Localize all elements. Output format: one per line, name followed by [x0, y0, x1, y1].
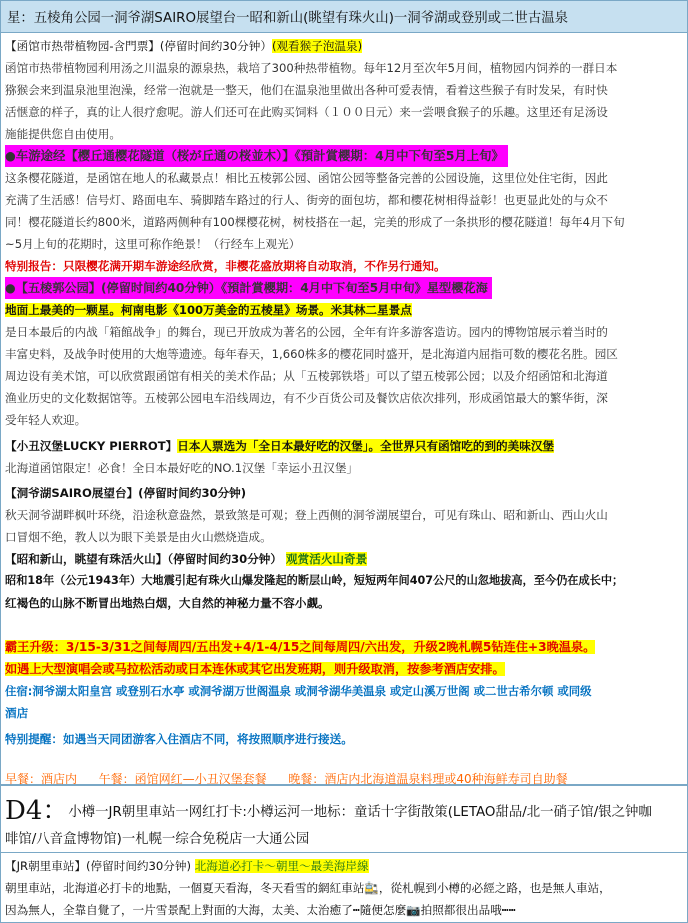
day4-route-line1: 小樽一JR朝里車站一网红打卡:小樽运河一地标：童话十字街散策(LETAO甜品/北一硝子馆/银之钟咖 — [68, 805, 652, 820]
upgrade-note: 霸王升级：3/15-3/31之间每周四/五出发+4/1-4/15之间每周四/六出发，升级2晚札幌5钻连住+3晚温泉。 — [5, 640, 596, 654]
paragraph-line: 红褐色的山脉不断冒出地热白烟，大自然的神秘力量不容小觑。 — [5, 596, 330, 610]
hotel-info: 住宿:洞爷湖太阳皇宫 或登别石水亭 或洞爷湖万世阁温泉 或洞爷湖华美温泉 或定山溪万世阁 或二世古希尔顿 或同级 — [5, 684, 592, 698]
section-title-botanical-garden: 【函馆市热带植物园-含門票】(停留时间约30分钟）(观看猴子泡温泉) — [5, 39, 363, 53]
paragraph-line: 北海道函馆限定！必食！全日本最好吃的NO.1汉堡「幸运小丑汉堡」 — [5, 461, 359, 475]
paragraph-line: ~5月上旬的花期时，这里可称作绝景！（行经车上观光） — [5, 237, 301, 251]
paragraph-line: 受年轻人欢迎。 — [5, 413, 87, 427]
special-notice: 特别报告：只限樱花满开期车游途经欣赏，非樱花盛放期将自动取消，不作另行通知。 — [5, 259, 446, 273]
paragraph-line: 这条樱花隧道，是函馆在地人的私藏景点！相比五棱郭公园、函馆公园等整备完善的公园设施，这里位处住宅街，因此 — [5, 171, 608, 185]
day4-header — [0, 785, 688, 853]
paragraph-line: 函馆市热带植物园利用汤之川温泉的源泉热，栽培了300种热带植物。每年12月至次年5月间，植物园内饲养的一群日本 — [5, 61, 618, 75]
upgrade-condition: 如遇上大型演唱会或马拉松活动或日本连休或其它出发班期，则升级取消，按参考酒店安排。 — [5, 662, 505, 676]
paragraph-line: 施能提供您自由使用。 — [5, 127, 121, 141]
lunch: 午餐：函馆网红—小丑汉堡套餐 — [98, 772, 267, 786]
section-title-cherry-tunnel: ●车游途经【樱丘通樱花隧道（桜が丘通の桜並木）】《預計賞櫻期：4月中下旬至5月上旬》 — [5, 145, 683, 167]
section-title-asari-station: 【JR朝里車站】(停留时间约30分钟) 北海道必打卡～朝里～最美海岸線 — [5, 859, 369, 873]
section-tag: 观赏活火山奇景 — [286, 552, 368, 566]
section-title-sairo-observatory: 【洞爷湖SAIRO展望台】(停留时间约30分钟) — [5, 486, 247, 500]
paragraph-line: 昭和18年（公元1943年）大地震引起有珠火山爆发隆起的断层山岭，短短两年间407公尺的山忽地拔高，至今仍在成长中； — [5, 574, 624, 587]
paragraph-line: 丰富史料，及战争时使用的大炮等遗迹。每年春天，1,660株多的樱花同时盛开，是北海道内屈指可数的樱花名胜。园区 — [5, 347, 618, 361]
day-route-title: 星：五棱角公园一洞爷湖SAIRO展望台一昭和新山(眺望有珠火山)一洞爷湖或登别或二世古温泉 — [7, 11, 568, 26]
paragraph-line: 是日本最后的内战「箱館战争」的舞台，现已开放成为著名的公园，全年有许多游客造访。园内的博物馆展示着当时的 — [5, 325, 608, 339]
paragraph-line: 秋天洞爷湖畔枫叶环绕，沿途秋意盎然，景致煞是可观；登上西侧的洞爷湖展望台，可见有珠山、昭和新山、西山火山 — [5, 508, 608, 522]
day-content — [0, 33, 688, 785]
section-title-lucky-pierrot: 【小丑汉堡LUCKY PIERROT】日本人票选为「全日本最好吃的汉堡」。全世界只有函馆吃的到的美味汉堡 — [5, 439, 555, 453]
section-title-goryokaku: ●【五棱郭公园】(停留时间约40分钟）《預計賞櫻期：4月中下旬至5月中旬》星型櫻花海 — [5, 277, 683, 299]
section-subtitle-highlight: 地面上最美的一颗星。柯南电影《100万美金的五棱星》场景。米其林二星景点 — [5, 303, 412, 317]
dinner: 晚餐：酒店内北海道温泉料理或40种海鲜寿司自助餐 — [288, 772, 568, 786]
paragraph-line: 同！樱花隧道长约800米，道路两侧种有100棵樱花树，树枝搭在一起，完美的形成了一条拱形的樱花隧道！每年4月下旬 — [5, 215, 625, 229]
day4-route-line2: 啡馆/八音盒博物馆)一札幌一综合免税店一大通公园 — [5, 832, 310, 847]
paragraph-line: 周边设有美术馆，可以欣赏跟函馆有相关的美术作品；从「五棱郭铁塔」可以了望五棱郭公园；以及介绍函馆和北海道 — [5, 369, 608, 383]
hotel-info-cont: 酒店 — [5, 706, 29, 720]
day-header — [0, 0, 688, 33]
section-title-showa-shinzan: 【昭和新山，眺望有珠活火山】（停留时间约30分钟） 观赏活火山奇景 — [5, 552, 368, 566]
day4-content — [0, 853, 688, 923]
paragraph-line: 朝里車站，北海道必打卡的地點，一個夏天看海，冬天看雪的網紅車站🚉，從札幌到小樽的必經之路，也是無人車站， — [5, 881, 611, 895]
special-reminder: 特别提醒：如遇当天同团游客入住酒店不同，将按照顺序进行接送。 — [5, 732, 353, 746]
paragraph-line: 口冒烟不绝，教人以为眼下美景是由火山燃烧造成。 — [5, 530, 272, 544]
paragraph-line: 充满了生活感！信号灯、路面电车、骑脚踏车路过的行人、街旁的面包坊，都和樱花树相得益彰！也更显此处的与众不 — [5, 193, 608, 207]
paragraph-line: 活惬意的样子，真的让人很疗愈呢。游人们还可在此购买饲料（１００日元）来一尝喂食猴子的乐趣。这里还有足汤设 — [5, 105, 608, 119]
section-tag: (观看猴子泡温泉) — [271, 39, 363, 53]
paragraph-line: 渔业历史的文化数据馆等。五棱郭公园电车沿线周边，有不少百货公司及餐饮店依次排列，形成函馆最大的繁华街，深 — [5, 391, 608, 405]
section-tag: 北海道必打卡～朝里～最美海岸線 — [194, 859, 369, 873]
section-tag: 日本人票选为「全日本最好吃的汉堡」。全世界只有函馆吃的到的美味汉堡 — [177, 439, 555, 453]
breakfast: 早餐：酒店内 — [5, 772, 78, 786]
paragraph-line: 猕猴会来到温泉池里泡澡，经常一泡就是一整天，他们在温泉池里做出各种可爱表情，看着这些猴子有时发呆，有时快 — [5, 83, 608, 97]
paragraph-line: 因為無人，全靠自覺了，一片雪景配上對面的大海，太美、太治癒了┅隨便怎麼📷拍照都很出品哦┅┅ — [5, 903, 516, 917]
day4-label: D4： — [5, 796, 69, 826]
